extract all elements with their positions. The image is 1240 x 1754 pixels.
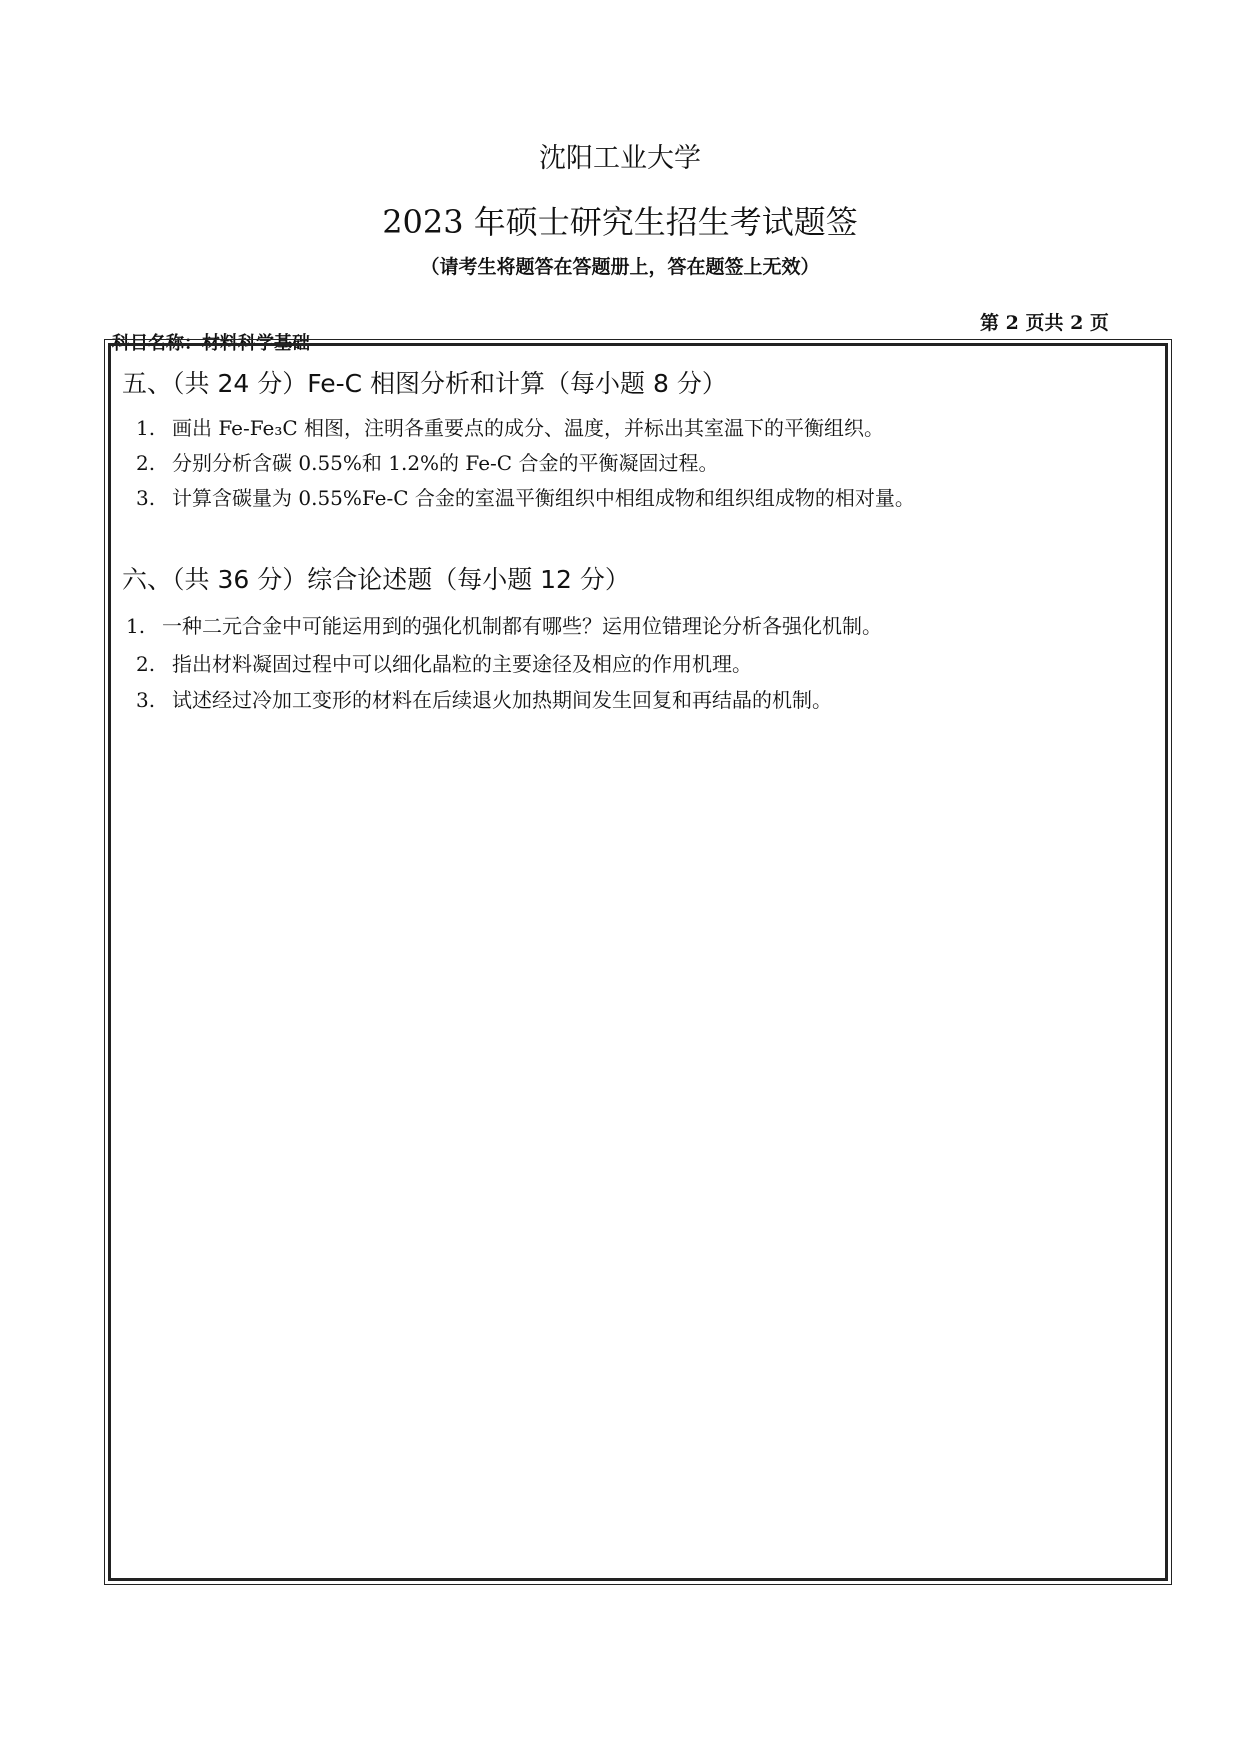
section-6-title: 六、（共 36 分）综合论述题（每小题 12 分）: [122, 565, 630, 594]
item-number: 2.: [136, 652, 156, 676]
section-5-item-2: [136, 447, 718, 476]
section-6-item-3: [136, 684, 832, 713]
section-6-item-2: [136, 648, 752, 677]
question-frame: [108, 343, 1168, 1581]
subject-name: 科目名称：材料科学基础: [112, 333, 310, 354]
item-number: 1.: [136, 416, 156, 440]
exam-title: 2023 年硕士研究生招生考试题签: [382, 203, 858, 241]
item-text: 画出 Fe-Fe₃C 相图，注明各重要点的成分、温度，并标出其室温下的平衡组织。: [172, 416, 885, 440]
item-text: 一种二元合金中可能运用到的强化机制都有哪些？运用位错理论分析各强化机制。: [162, 614, 882, 638]
section-5-item-1: [136, 412, 884, 441]
section-5-item-3: [136, 482, 915, 511]
page-indicator: 第 2 页共 2 页: [980, 312, 1109, 334]
section-6-item-1: [126, 610, 882, 639]
university-name: 沈阳工业大学: [539, 143, 701, 174]
section-5-title: 五、（共 24 分）Fe-C 相图分析和计算（每小题 8 分）: [122, 369, 727, 398]
answer-notice: （请考生将题答在答题册上，答在题签上无效）: [420, 256, 820, 278]
item-number: 2.: [136, 451, 156, 475]
item-number: 3.: [136, 688, 156, 712]
item-text: 指出材料凝固过程中可以细化晶粒的主要途径及相应的作用机理。: [172, 652, 752, 676]
item-text: 试述经过冷加工变形的材料在后续退火加热期间发生回复和再结晶的机制。: [172, 688, 832, 712]
item-text: 计算含碳量为 0.55%Fe-C 合金的室温平衡组织中相组成物和组织组成物的相对量。: [172, 486, 915, 510]
item-number: 3.: [136, 486, 156, 510]
item-text: 分别分析含碳 0.55%和 1.2%的 Fe-C 合金的平衡凝固过程。: [172, 451, 719, 475]
item-number: 1.: [126, 614, 146, 638]
